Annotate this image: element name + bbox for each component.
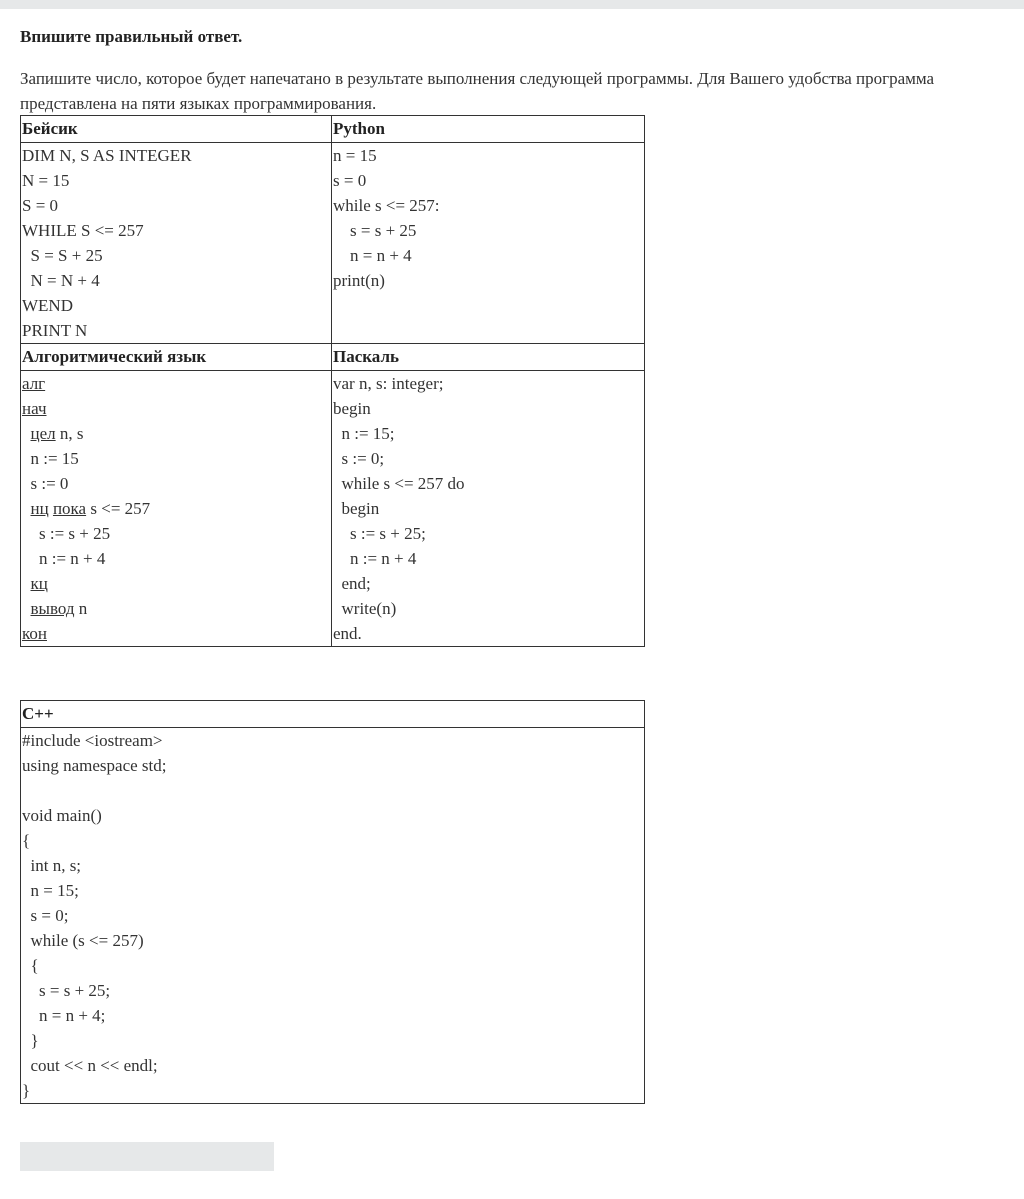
basic-code	[21, 143, 332, 344]
code-line: S = S + 25	[22, 246, 103, 265]
code-line: void main()	[22, 806, 102, 825]
code-line: while s <= 257:	[333, 196, 440, 215]
code-line: WEND	[22, 296, 73, 315]
code-line: PRINT N	[22, 321, 88, 340]
code-line: s := s + 25;	[333, 524, 426, 543]
code-line: while s <= 257 do	[333, 474, 465, 493]
code-line: int n, s;	[22, 856, 82, 875]
keyword: алг	[22, 374, 46, 393]
algo-code	[21, 371, 332, 647]
keyword: нц	[30, 499, 49, 518]
code-line: print(n)	[333, 271, 385, 290]
code-text: s <= 257	[86, 499, 151, 518]
algo-header: Алгоритмический язык	[21, 344, 332, 371]
code-line: {	[22, 956, 39, 975]
keyword: вывод	[30, 599, 75, 618]
python-code	[332, 143, 645, 344]
code-line	[22, 778, 643, 803]
pascal-header: Паскаль	[332, 344, 645, 371]
code-line: end.	[333, 624, 362, 643]
code-line: DIM N, S AS INTEGER	[22, 146, 192, 165]
top-bar	[0, 0, 1024, 9]
code-line: n := n + 4	[333, 549, 417, 568]
code-line: n = 15	[333, 146, 377, 165]
basic-header: Бейсик	[21, 116, 332, 143]
code-line	[22, 396, 330, 421]
pascal-code	[332, 371, 645, 647]
question-text: Запишите число, которое будет напечатано в результате выполнения следующей программы. Для Вашего удобства программа представлена на пяти языках программирования.	[20, 69, 935, 113]
code-line: N = 15	[22, 171, 70, 190]
code-text: n	[74, 599, 88, 618]
code-line: s := 0	[22, 474, 69, 493]
code-line: n := n + 4	[22, 549, 106, 568]
code-line: N = N + 4	[22, 271, 100, 290]
code-line: n := 15	[22, 449, 79, 468]
code-line: var n, s: integer;	[333, 374, 444, 393]
code-line: n = n + 4;	[22, 1006, 106, 1025]
code-line: begin	[333, 399, 371, 418]
code-line: begin	[333, 499, 380, 518]
keyword: цел	[30, 424, 56, 443]
code-line: s = 0	[333, 171, 367, 190]
python-header: Python	[332, 116, 645, 143]
code-line: {	[22, 831, 31, 850]
code-line	[22, 621, 330, 646]
code-line: WHILE S <= 257	[22, 221, 144, 240]
code-line: s = s + 25	[333, 221, 417, 240]
code-line: s = s + 25;	[22, 981, 111, 1000]
cpp-header: C++	[21, 701, 645, 728]
keyword: кц	[30, 574, 48, 593]
code-line: s := 0;	[333, 449, 385, 468]
code-line: }	[22, 1081, 31, 1100]
code-line: }	[22, 1031, 39, 1050]
code-line: n = 15;	[22, 881, 79, 900]
code-line: end;	[333, 574, 371, 593]
code-line	[22, 571, 330, 596]
code-text: n, s	[55, 424, 84, 443]
code-line	[22, 596, 330, 621]
instruction-heading: Впишите правильный ответ.	[20, 27, 243, 46]
answer-input[interactable]	[20, 1142, 274, 1171]
code-line: S = 0	[22, 196, 59, 215]
keyword: нач	[22, 399, 47, 418]
code-table-main	[20, 115, 645, 647]
code-line: while (s <= 257)	[22, 931, 144, 950]
code-line: s = 0;	[22, 906, 69, 925]
code-line: #include <iostream>	[22, 731, 163, 750]
code-line: n = n + 4	[333, 246, 412, 265]
code-line: s := s + 25	[22, 524, 111, 543]
cpp-code	[21, 728, 645, 1104]
code-line: using namespace std;	[22, 756, 167, 775]
keyword: пока	[52, 499, 87, 518]
code-line: write(n)	[333, 599, 397, 618]
keyword: кон	[22, 624, 47, 643]
code-line: n := 15;	[333, 424, 395, 443]
code-line	[22, 371, 330, 396]
code-table-cpp	[20, 700, 645, 1104]
code-line: cout << n << endl;	[22, 1056, 158, 1075]
code-line	[22, 496, 330, 521]
code-line	[22, 421, 330, 446]
